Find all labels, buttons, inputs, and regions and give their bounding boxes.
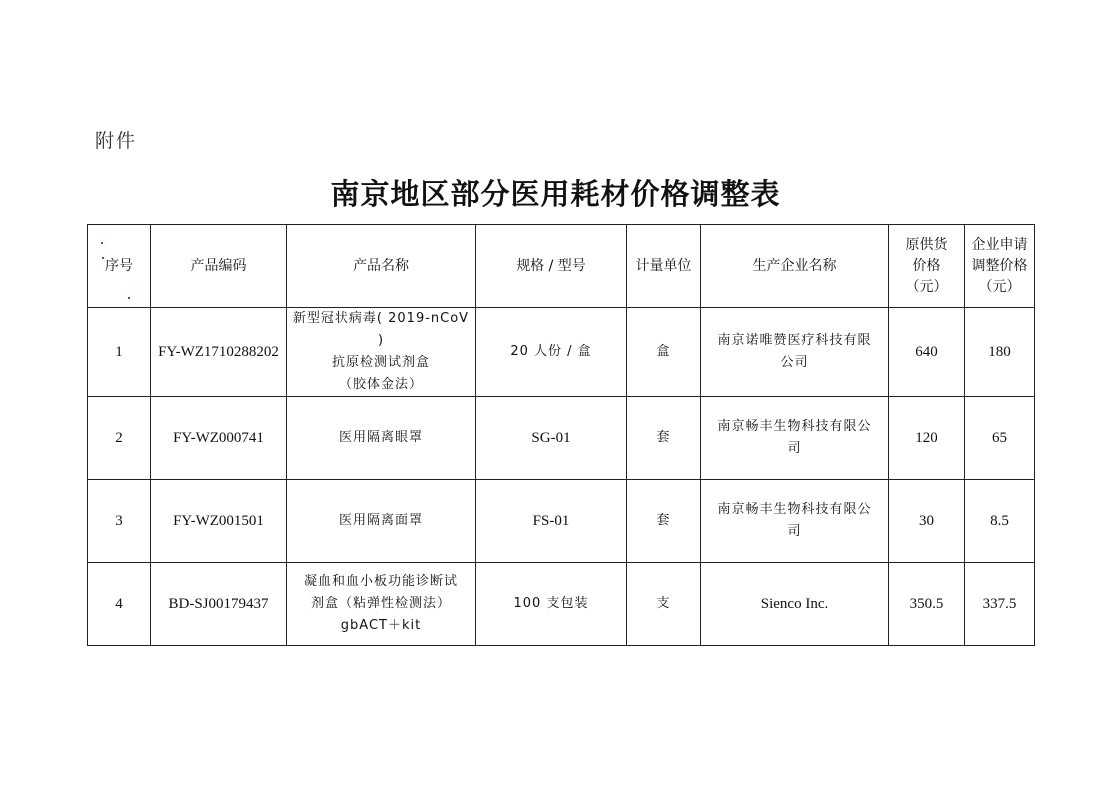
- cell-text-line: 南京畅丰生物科技有限公: [717, 419, 872, 434]
- header-adjusted-price-line: 企业申请: [971, 236, 1028, 253]
- header-unit: 计量单位: [627, 225, 701, 308]
- cell-spec-model: FS-01: [476, 480, 627, 563]
- cell-text-line: 凝血和血小板功能诊断试: [303, 574, 458, 589]
- cell-text-line: 抗原检测试剂盒: [331, 355, 430, 370]
- cell-product-name: 医用隔离眼罩: [287, 397, 476, 480]
- header-product-name: 产品名称: [287, 225, 476, 308]
- header-manufacturer: 生产企业名称: [701, 225, 889, 308]
- table-row: [88, 308, 1035, 397]
- header-seq: 序号: [88, 225, 151, 308]
- price-adjustment-table: [87, 224, 1035, 646]
- cell-seq: 1: [88, 308, 151, 397]
- cell-spec-model: 20 人份 / 盒: [476, 308, 627, 397]
- cell-unit: 套: [627, 397, 701, 480]
- header-original-price-line: 价格: [912, 257, 941, 274]
- cell-text-line: gbACT＋kit: [340, 618, 422, 633]
- cell-text-line: 司: [787, 524, 802, 539]
- cell-text-line: 新型冠状病毒( 2019-nCoV ): [292, 311, 470, 348]
- cell-text-line: 剂盒（粘弹性检测法）: [310, 596, 451, 611]
- cell-unit: 支: [627, 563, 701, 646]
- header-original-price: [889, 225, 965, 308]
- cell-manufacturer: [701, 308, 889, 397]
- cell-product-code: FY-WZ000741: [151, 397, 287, 480]
- cell-text-line: 南京畅丰生物科技有限公: [717, 502, 872, 517]
- table-row: [88, 563, 1035, 646]
- document-title: 南京地区部分医用耗材价格调整表: [330, 177, 781, 211]
- cell-text-line: （胶体金法）: [338, 377, 423, 392]
- cell-original-price: 640: [889, 308, 965, 397]
- cell-text-line: 公司: [780, 355, 809, 370]
- cell-manufacturer: Sienco Inc.: [701, 563, 889, 646]
- header-original-price-line: （元）: [905, 278, 948, 295]
- cell-seq: 4: [88, 563, 151, 646]
- cell-adjusted-price: 180: [965, 308, 1035, 397]
- cell-original-price: 30: [889, 480, 965, 563]
- header-product-code: 产品编码: [151, 225, 287, 308]
- header-adjusted-price-line: （元）: [978, 278, 1021, 295]
- cell-spec-model: 100 支包装: [476, 563, 627, 646]
- cell-product-code: BD-SJ00179437: [151, 563, 287, 646]
- table-header-row: [88, 225, 1035, 308]
- table-row: [88, 480, 1035, 563]
- cell-adjusted-price: 337.5: [965, 563, 1035, 646]
- header-adjusted-price: [965, 225, 1035, 308]
- header-original-price-line: 原供货: [905, 236, 948, 253]
- cell-product-name: [287, 308, 476, 397]
- cell-adjusted-price: 65: [965, 397, 1035, 480]
- header-adjusted-price-line: 调整价格: [971, 257, 1028, 274]
- cell-adjusted-price: 8.5: [965, 480, 1035, 563]
- cell-original-price: 120: [889, 397, 965, 480]
- cell-manufacturer: [701, 397, 889, 480]
- cell-text-line: 南京诺唯赞医疗科技有限: [717, 333, 872, 348]
- cell-original-price: 350.5: [889, 563, 965, 646]
- table-row: [88, 397, 1035, 480]
- cell-spec-model: SG-01: [476, 397, 627, 480]
- cell-unit: 盒: [627, 308, 701, 397]
- header-spec-model: 规格 / 型号: [476, 225, 627, 308]
- cell-product-name: 医用隔离面罩: [287, 480, 476, 563]
- cell-product-name: [287, 563, 476, 646]
- attachment-label: 附件: [95, 130, 138, 152]
- cell-unit: 套: [627, 480, 701, 563]
- cell-product-code: FY-WZ001501: [151, 480, 287, 563]
- cell-manufacturer: [701, 480, 889, 563]
- cell-text-line: 司: [787, 441, 802, 456]
- cell-product-code: FY-WZ1710288202: [151, 308, 287, 397]
- cell-seq: 2: [88, 397, 151, 480]
- cell-seq: 3: [88, 480, 151, 563]
